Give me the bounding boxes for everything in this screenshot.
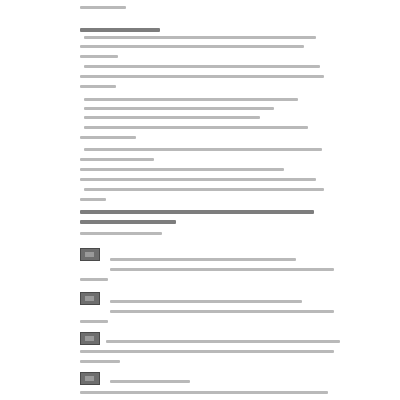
device-thumbnail-icon	[80, 292, 100, 305]
text-line-placeholder	[80, 168, 284, 171]
list-item-placeholder	[84, 116, 260, 119]
text-line-placeholder	[80, 75, 324, 78]
text-line-placeholder	[110, 268, 334, 271]
text-line-placeholder	[80, 55, 118, 58]
list-item-placeholder	[84, 126, 308, 129]
heading-placeholder	[80, 210, 314, 214]
text-line-placeholder	[80, 350, 334, 353]
text-line-placeholder	[80, 6, 126, 9]
list-item-placeholder	[84, 98, 298, 101]
text-line-placeholder	[84, 188, 324, 191]
text-line-placeholder	[84, 148, 322, 151]
list-item-placeholder	[84, 107, 274, 110]
heading-placeholder	[80, 28, 160, 32]
text-line-placeholder	[80, 45, 304, 48]
text-line-placeholder	[80, 178, 316, 181]
text-line-placeholder	[80, 198, 106, 201]
device-thumbnail-icon	[80, 248, 100, 261]
text-line-placeholder	[80, 320, 108, 323]
text-line-placeholder	[110, 258, 296, 261]
text-line-placeholder	[80, 85, 116, 88]
heading-placeholder	[80, 220, 176, 224]
text-line-placeholder	[80, 158, 154, 161]
text-line-placeholder	[84, 36, 316, 39]
device-thumbnail-icon	[80, 332, 100, 345]
text-line-placeholder	[80, 391, 328, 394]
text-line-placeholder	[84, 65, 320, 68]
text-line-placeholder	[110, 310, 334, 313]
text-line-placeholder	[80, 360, 120, 363]
device-thumbnail-icon	[80, 372, 100, 385]
list-item-placeholder	[80, 136, 136, 139]
text-line-placeholder	[110, 380, 190, 383]
text-line-placeholder	[110, 300, 302, 303]
text-line-placeholder	[80, 278, 108, 281]
text-line-placeholder	[80, 232, 162, 235]
text-line-placeholder	[106, 340, 340, 343]
